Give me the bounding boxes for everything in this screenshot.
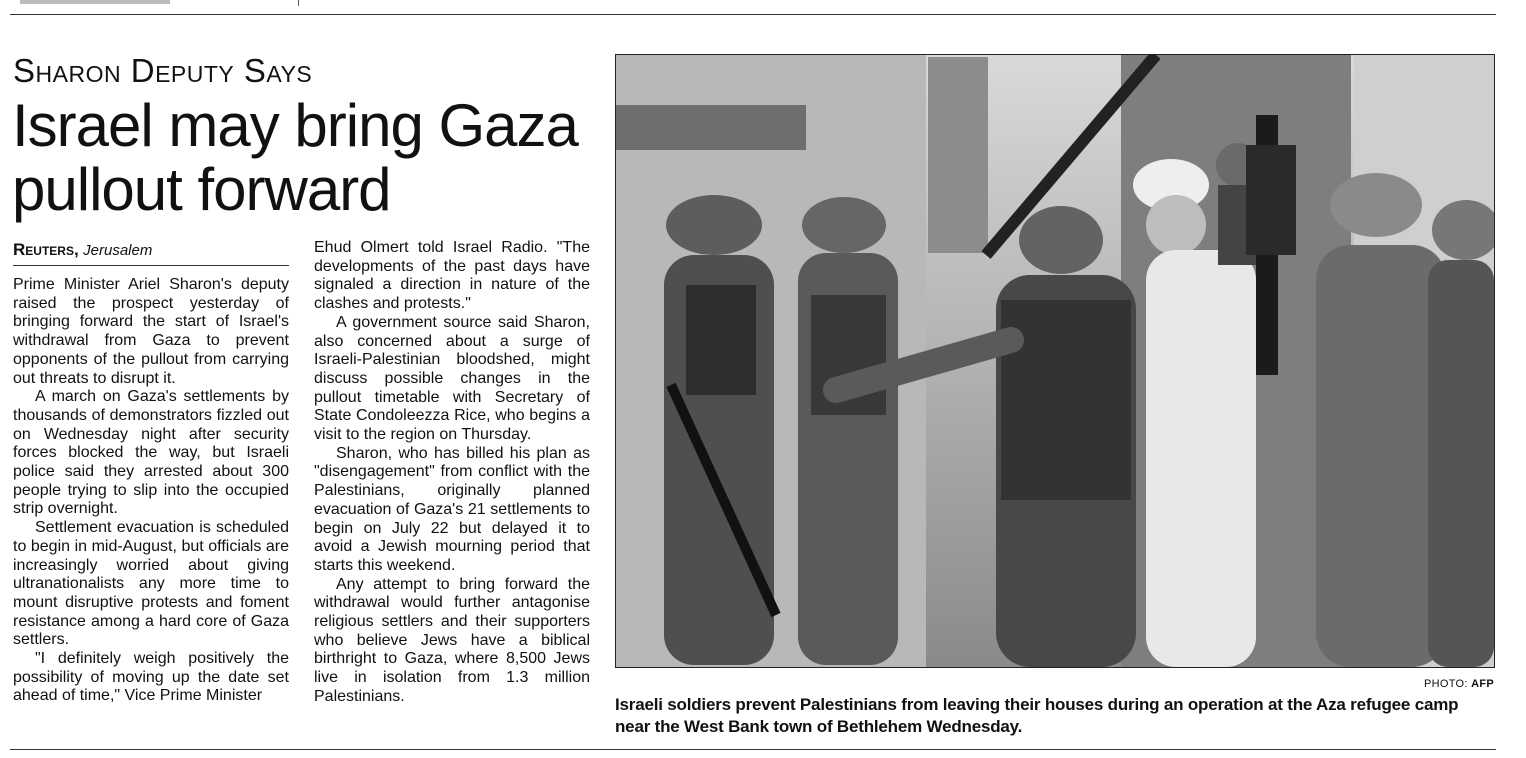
article-paragraph: Settlement evacuation is scheduled to begin in mid-August, but officials are increasingly worried about giving ultranationalists any more time to mount disruptive protests and foment resistance among a hard core of Gaza settlers. (13, 519, 289, 649)
masthead-remnant (20, 0, 170, 4)
window-shutter (928, 57, 988, 253)
article-headline: Israel may bring Gaza pullout forward (12, 92, 578, 223)
soldiers-photo-illustration (616, 55, 1494, 667)
photo-credit-source: AFP (1471, 678, 1494, 690)
byline-dateline: Jerusalem (83, 242, 153, 259)
byline (13, 240, 152, 261)
byline-agency: Reuters, (13, 240, 79, 259)
article-paragraph-continued: Ehud Olmert told Israel Radio. "The developments of the past days have signaled a direction in nature of the clashes and protests." (314, 239, 590, 313)
soldier-far-right (1428, 200, 1494, 667)
photo-credit (1424, 678, 1494, 690)
photo-credit-label: PHOTO: (1423, 678, 1468, 690)
article-paragraph: Any attempt to bring forward the withdrawal would further antagonise religious settlers and their supporters who believe Jews have a biblical birthright to Gaza, where 8,500 Jews live in isolation from 1.3 million Palestinians. (314, 575, 590, 705)
masthead-divider (298, 0, 299, 6)
soldier-left (664, 195, 776, 665)
news-photo (615, 54, 1495, 668)
article-paragraph: Sharon, who has billed his plan as "disengagement" from conflict with the Palestinians, originally planned evacuation of Gaza's 21 settlements to begin on July 22 but delayed it to avoid a Jewish mourning period that starts this weekend. (314, 444, 590, 574)
article-paragraph: A government source said Sharon, also concerned about a surge of Israeli-Palestinian bloodshed, might discuss possible changes in the pullout timetable with Secretary of State Condoleezza Rice, who begins a visit to the region on Thursday. (314, 313, 590, 444)
top-rule (10, 14, 1496, 15)
photo-caption: Israeli soldiers prevent Palestinians from leaving their houses during an operation at the Aza refugee camp near the West Bank town of Bethlehem Wednesday. (615, 695, 1459, 736)
article-paragraph: A march on Gaza's settlements by thousands of demonstrators fizzled out on Wednesday night after security forces blocked the way, but Israeli police said they arrested about 300 people trying to slip into the occupied strip overnight. (13, 388, 289, 518)
byline-rule (13, 265, 289, 266)
article-kicker: Sharon Deputy Says (13, 52, 313, 89)
roof-ledge (616, 105, 806, 150)
article-column-2 (314, 239, 590, 707)
soldier-center-left (798, 197, 898, 665)
article-paragraph: Prime Minister Ariel Sharon's deputy raised the prospect yesterday of bringing forward the start of Israel's withdrawal from Gaza to prevent opponents of the pullout from carrying out threats to disrupt it. (13, 276, 289, 387)
article-column-1 (13, 276, 289, 706)
article-paragraph: "I definitely weigh positively the possibility of moving up the date set ahead of time," Vice Prime Minister (13, 650, 289, 705)
bottom-rule (10, 749, 1496, 750)
